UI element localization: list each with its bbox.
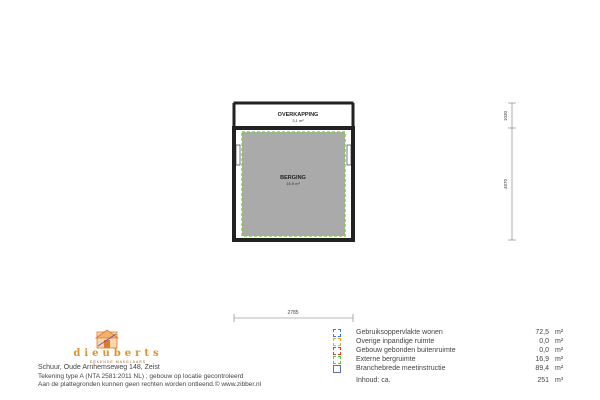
legend-unit: m² bbox=[555, 347, 564, 354]
storage-label: BERGING bbox=[280, 175, 306, 181]
legend-label: Externe bergruimte bbox=[356, 356, 416, 363]
legend-unit: m² bbox=[555, 356, 564, 363]
canopy-label: OVERKAPPING bbox=[277, 112, 319, 118]
legend-label: Gebruiksoppervlakte wonen bbox=[356, 329, 443, 336]
house-logo-icon bbox=[94, 328, 120, 350]
legend-value: 0,0 bbox=[539, 338, 549, 345]
legend-value: 72,5 bbox=[535, 329, 549, 336]
storage-area: 16,9 m² bbox=[286, 181, 300, 186]
dimension-horizontal: 2785 bbox=[287, 310, 299, 316]
volume-value: 251 bbox=[537, 377, 549, 384]
legend-value: 89,4 bbox=[535, 365, 549, 372]
volume-unit: m³ bbox=[555, 377, 564, 384]
dashed-square-icon bbox=[333, 329, 341, 337]
dashed-square-icon bbox=[333, 356, 341, 364]
legend-unit: m² bbox=[555, 338, 564, 345]
volume-label: Inhoud: ca. bbox=[356, 377, 391, 384]
legend-value: 16,9 bbox=[535, 356, 549, 363]
legend-value: 0,0 bbox=[539, 347, 549, 354]
dimension-vertical-main: 4870 bbox=[503, 178, 508, 190]
volume-row bbox=[333, 376, 593, 386]
company-logo bbox=[38, 328, 198, 364]
filled-square-icon bbox=[333, 365, 341, 373]
drawing-type: Tekening type A (NTA 2581:2011 NL) ; gebouw op locatie gecontroleerd bbox=[38, 373, 244, 380]
dashed-square-icon bbox=[333, 338, 341, 346]
address: Schuur, Oude Arnhemseweg 148, Zeist bbox=[38, 364, 160, 371]
brand-name: dieuberts bbox=[73, 348, 163, 359]
legend-label: Overige inpandige ruimte bbox=[356, 338, 435, 345]
legend-unit: m² bbox=[555, 365, 564, 372]
wall-notch-right bbox=[347, 145, 351, 165]
info-block bbox=[38, 364, 298, 394]
wall-notch-left bbox=[236, 145, 240, 165]
legend-unit: m² bbox=[555, 329, 564, 336]
canopy-area: 3,1 m² bbox=[292, 118, 304, 123]
legend-label: Gebouw gebonden buitenruimte bbox=[356, 347, 456, 354]
dimension-vertical-top: 1030 bbox=[503, 110, 508, 122]
legend-row bbox=[333, 364, 593, 374]
brand-tagline: ERKENDE MAKELAARS bbox=[89, 360, 147, 364]
dashed-square-icon bbox=[333, 347, 341, 355]
legend-label: Branchebrede meetinstructie bbox=[356, 365, 446, 372]
disclaimer: Aan de plattegronden kunnen geen rechten worden ontleend.© www.zibber.nl bbox=[38, 381, 262, 388]
